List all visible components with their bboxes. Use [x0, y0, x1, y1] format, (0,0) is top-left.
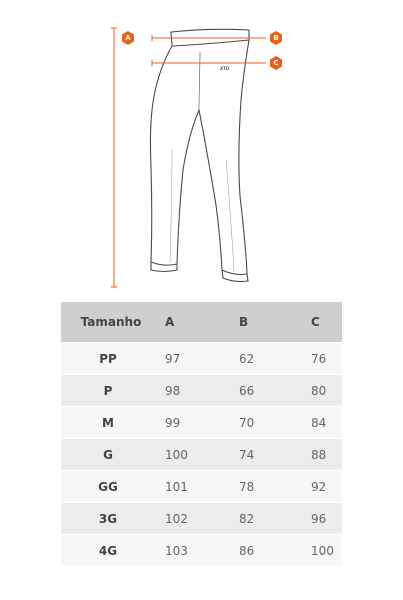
header-c: C [311, 315, 320, 329]
measure-b-cell: 82 [239, 511, 255, 526]
size-chart-table [61, 302, 342, 566]
table-row [61, 407, 342, 439]
size-cell: G [103, 447, 113, 462]
measure-b-cell: 86 [239, 543, 255, 558]
leggings-illustration [150, 29, 249, 281]
svg-text:B: B [273, 34, 279, 42]
measure-c-cell: 84 [311, 415, 327, 430]
brand-logo: XTD [220, 66, 230, 71]
measure-a-cell: 101 [165, 479, 188, 494]
measure-c-cell: 100 [311, 543, 334, 558]
badge-b [270, 31, 282, 45]
measure-c-cell: 92 [311, 479, 327, 494]
table-row [61, 535, 342, 567]
measure-c-cell: 80 [311, 383, 327, 398]
header-b: B [239, 315, 249, 329]
table-row [61, 471, 342, 503]
measure-b-cell: 70 [239, 415, 255, 430]
measure-a-cell: 103 [165, 543, 188, 558]
table-row [61, 503, 342, 535]
measurement-a [111, 28, 117, 287]
header-a: A [165, 315, 175, 329]
svg-text:C: C [273, 59, 279, 67]
badge-a [122, 31, 134, 45]
size-cell: GG [98, 479, 118, 494]
size-cell: P [103, 383, 113, 398]
svg-text:A: A [125, 34, 131, 42]
measure-c-cell: 76 [311, 351, 327, 366]
table-row [61, 375, 342, 407]
measure-b-cell: 62 [239, 351, 255, 366]
measure-b-cell: 78 [239, 479, 255, 494]
measure-a-cell: 102 [165, 511, 188, 526]
size-cell: PP [99, 351, 117, 366]
size-cell: 4G [98, 543, 118, 558]
badge-c [270, 56, 282, 70]
measure-a-cell: 100 [165, 447, 188, 462]
table-row [61, 343, 342, 375]
table-row [61, 439, 342, 471]
measure-b-cell: 74 [239, 447, 255, 462]
measure-a-cell: 97 [165, 351, 181, 366]
size-cell: 3G [98, 511, 118, 526]
size-cell: M [102, 415, 114, 430]
measurement-c [152, 60, 266, 66]
table-header-row [61, 302, 342, 343]
measure-a-cell: 99 [165, 415, 181, 430]
measure-a-cell: 98 [165, 383, 181, 398]
measure-b-cell: 66 [239, 383, 255, 398]
measure-c-cell: 96 [311, 511, 327, 526]
measure-c-cell: 88 [311, 447, 327, 462]
header-size: Tamanho [80, 315, 142, 329]
